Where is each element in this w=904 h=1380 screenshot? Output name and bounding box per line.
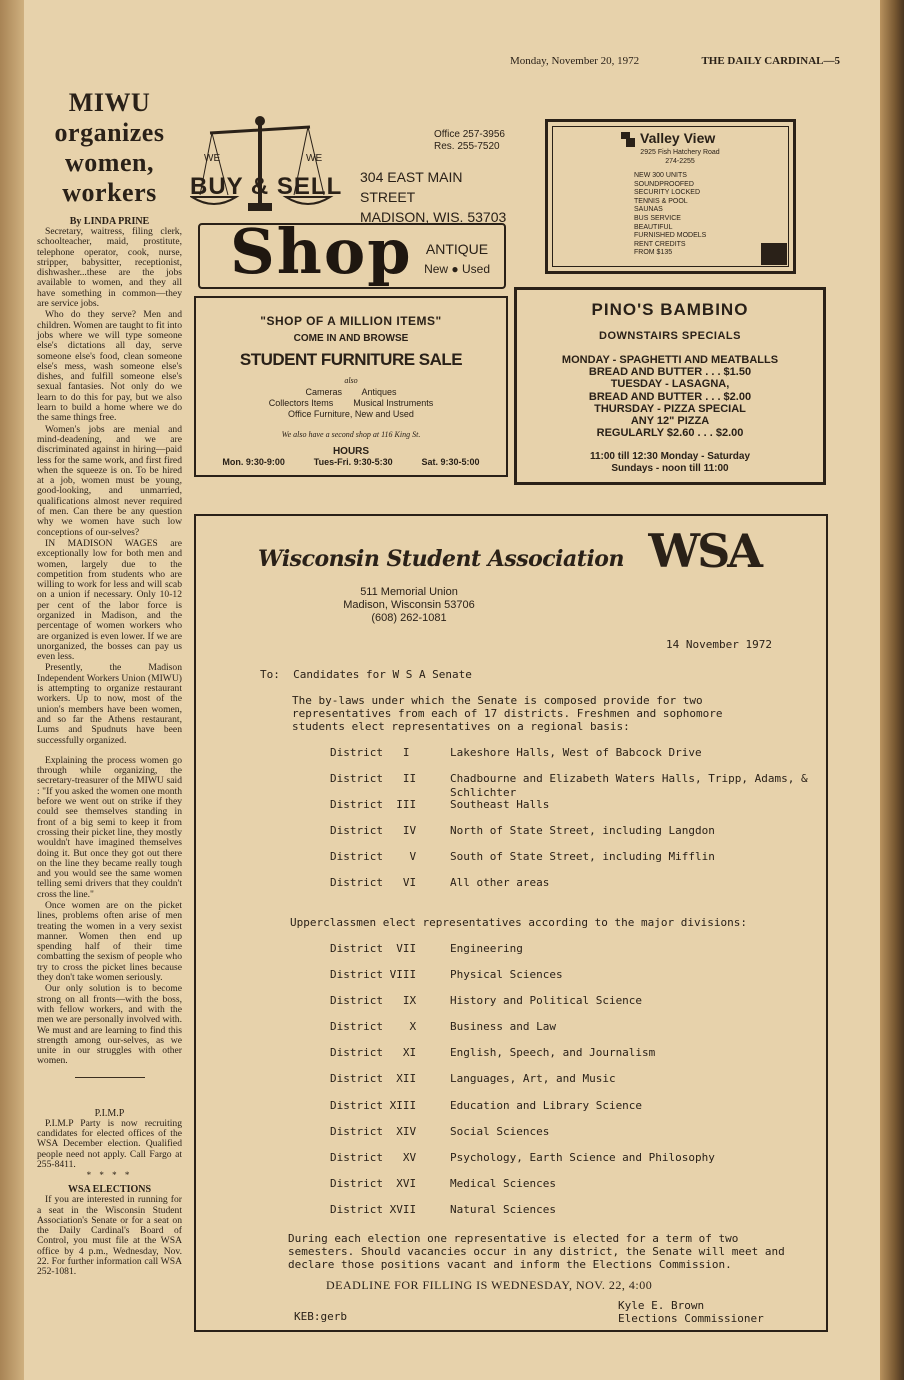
city: MADISON, WIS. 53703: [360, 209, 507, 225]
district-row: [330, 1072, 810, 1085]
district-row: [330, 942, 810, 955]
district-row: [330, 1203, 810, 1216]
come-in-text: COME IN AND BROWSE: [293, 333, 409, 344]
feature-item: SOUNDPROOFED: [634, 180, 694, 188]
district-label: District XVI: [330, 1177, 417, 1190]
elections-brief: [37, 1195, 182, 1277]
district-row: [330, 1020, 810, 1033]
signer-name: Kyle E. Brown: [618, 1299, 705, 1312]
feature-item: RENT CREDITS: [634, 240, 686, 248]
district-row: [330, 1177, 810, 1190]
pino-menu: [517, 354, 823, 439]
district-area: North of State Street, including Langdon: [450, 824, 715, 837]
district-label: District VII: [330, 942, 417, 955]
feature-item: FURNISHED MODELS: [634, 232, 707, 240]
hours-item: Mon. 9:30-9:00: [222, 457, 285, 467]
district-label: District XII: [330, 1072, 417, 1085]
article-body: [37, 227, 182, 1067]
brief-text: If you are interested in running for a seat in the Wisconsin Student Association's Senate or for a seat on the Daily Cardinal's Board of Control, you must file at the WSA office by 4 p.m., Wednesday, Nov. 22. For further information call WSA 252-1081.: [37, 1194, 182, 1278]
shop-ad-header: [190, 115, 510, 295]
items-line: Collectors Items Musical Instruments: [268, 398, 434, 408]
district-row: [330, 824, 810, 837]
hours-line: 11:00 till 12:30 Monday - Saturday: [589, 451, 751, 463]
district-row: [330, 850, 810, 863]
district-row: [330, 1125, 810, 1138]
menu-line: MONDAY - SPAGHETTI AND MEATBALLS: [561, 354, 779, 366]
valley-name: Valley View: [640, 130, 716, 146]
sale-heading: STUDENT FURNITURE SALE: [239, 350, 463, 369]
building-icon: [620, 130, 636, 148]
district-area: Languages, Art, and Music: [450, 1072, 616, 1085]
items-line: Cameras Antiques: [305, 387, 397, 397]
letter-signature: [618, 1299, 764, 1325]
article-paragraph: IN MADISON WAGES are exceptionally low for both men and women, largely due to the competition from students who are willing to work for less and will scab on a union if necessary. Only 10-12 per cent of the labor force is organized in Madison, and the percentage of women workers who are organized is even lower. If we are unorganized, the bosses can pay us even less.: [37, 537, 182, 663]
shop-slogan: "SHOP OF A MILLION ITEMS": [260, 314, 442, 328]
letter-initials: KEB:gerb: [294, 1310, 347, 1323]
district-row: [330, 772, 810, 800]
pinos-bambino-ad: [514, 287, 826, 485]
article-paragraph: Presently, the Madison Independent Workers Union (MIWU) is attempting to organize restaurant workers. Up to now, most of the union's members have been women, and so far the Athens restaurant, Lums and Spudnuts have been successfully organized.: [37, 662, 182, 746]
headline-line: organizes: [54, 118, 165, 147]
new-used-text: New ● Used: [424, 262, 490, 276]
menu-line: BREAD AND BUTTER . . . $2.00: [588, 390, 752, 403]
district-area: Engineering: [450, 942, 523, 955]
also-text: also: [344, 376, 358, 385]
issue-date: Monday, November 20, 1972: [510, 55, 640, 67]
district-label: District III: [330, 798, 417, 811]
district-row: [330, 1151, 810, 1164]
feature-item: SECURITY LOCKED: [634, 189, 700, 197]
res-phone: Res. 255-7520: [434, 141, 500, 152]
we-label: WE: [204, 153, 221, 164]
valley-view-ad: [545, 119, 796, 274]
miwu-article: [37, 88, 182, 1278]
hours-item: Sat. 9:30-5:00: [421, 457, 480, 467]
menu-line: REGULARLY $2.60 . . . $2.00: [596, 427, 744, 440]
masthead: [510, 55, 840, 67]
separator-stars: * * * *: [86, 1170, 133, 1181]
district-area: South of State Street, including Mifflin: [450, 850, 715, 863]
filing-deadline: DEADLINE FOR FILLING IS WEDNESDAY, NOV. 22, 4:00: [326, 1278, 653, 1292]
district-label: District XV: [330, 1151, 417, 1164]
valley-logo-mark: [761, 243, 787, 265]
feature-item: BUS SERVICE: [634, 214, 681, 222]
menu-line: ANY 12" PIZZA: [630, 415, 710, 428]
letter-recipient: To: Candidates for W S A Senate: [260, 668, 472, 681]
district-area: Medical Sciences: [450, 1177, 556, 1190]
elections-title: WSA ELECTIONS: [67, 1184, 152, 1196]
district-row: [330, 994, 810, 1007]
valley-address: [640, 148, 720, 166]
shop-logo-text: Shop: [230, 215, 413, 288]
pino-subtitle: DOWNSTAIRS SPECIALS: [599, 330, 741, 342]
district-area: All other areas: [450, 876, 550, 889]
district-label: District I: [330, 746, 410, 759]
wsa-org-name: Wisconsin Student Association: [258, 546, 624, 572]
article-paragraph: Women's jobs are menial and mind-deadening, and we are discriminated against in hiring—paid less for the same work, and first fired when the squeeze is on. To be hired at a job, women must be young, good-looking, and unmarried, qualifications almost never required of men. Can there be any question why we women have such low conceptions of our-selves?: [37, 423, 182, 538]
district-area: Business and Law: [450, 1020, 556, 1033]
headline-line: women,: [65, 148, 154, 177]
valley-phone: 274-2255: [665, 158, 695, 165]
district-label: District V: [330, 850, 417, 863]
feature-item: SAUNAS: [634, 206, 663, 214]
brief-text: P.I.M.P Party is now recruiting candidates for elected offices of the WSA December election. Qualified people need not apply. Call Fargo at 255-8411.: [37, 1117, 182, 1170]
feature-item: NEW 300 UNITS: [634, 172, 687, 179]
letter-date: 14 November 1972: [666, 638, 772, 651]
district-label: District IX: [330, 994, 417, 1007]
district-area: Psychology, Earth Science and Philosophy: [450, 1151, 715, 1164]
district-label: District XIV: [330, 1125, 417, 1138]
pino-hours: [517, 451, 823, 475]
menu-line: TUESDAY - LASAGNA,: [610, 378, 730, 391]
byline: By LINDA PRINE: [69, 216, 150, 227]
hours-heading: HOURS: [332, 446, 370, 457]
items-line: Office Furniture, New and Used: [288, 409, 414, 419]
pimp-brief: [37, 1119, 182, 1170]
hours-item: Tues-Fri. 9:30-5:30: [313, 457, 393, 467]
addr-line: 511 Memorial Union: [360, 586, 458, 598]
district-label: District VIII: [330, 968, 417, 981]
article-paragraph: Secretary, waitress, filing clerk, schoolteacher, maid, prostitute, telephone operator, cook, nurse, stripper, babysitter, receptionist, dishwasher...these are the jobs available to women, and they all have something in common—they are service jobs.: [37, 226, 182, 310]
headline-line: workers: [62, 178, 157, 207]
district-area: Physical Sciences: [450, 968, 563, 981]
article-headline: [37, 88, 182, 208]
district-label: District XVII: [330, 1203, 417, 1216]
feature-item: TENNIS & POOL: [634, 197, 688, 205]
headline-line: MIWU: [68, 88, 151, 117]
feature-item: FROM $135: [634, 249, 673, 257]
district-label: District II: [330, 772, 417, 785]
wsa-address: [334, 586, 484, 625]
feature-item: BEAUTIFUL: [634, 223, 673, 231]
district-area: History and Political Science: [450, 994, 643, 1007]
district-label: District IV: [330, 824, 417, 837]
paper-name: THE DAILY CARDINAL—5: [701, 55, 840, 67]
district-area: Chadbourne and Elizabeth Waters Halls, Tripp, Adams, & Schlichter: [450, 772, 808, 799]
article-paragraph: Once women are on the picket lines, problems often arise of men treating the women in a very sexist manner. Women then end up spending half of their time combatting the sexism of people who try to cross the picket lines because they don't take women seriously.: [37, 900, 182, 984]
district-label: District VI: [330, 876, 417, 889]
valley-street: 2925 Fish Hatchery Road: [640, 149, 720, 156]
article-paragraph: Explaining the process women go through while organizing, the secretary-treasurer of the MIWU said : "If you asked the women one month before we went out on strike if they could see themselves standing in front of a big semi to keep it from crossing their picket line, they mostly wouldn't have imagined themselves doing it. But once they got out there on the line they became really tough and you would see the same women telling semi drivers that they couldn't cross the line.": [37, 754, 182, 900]
district-row: [330, 746, 810, 759]
shop-items: [196, 387, 506, 420]
addr-line: (608) 262-1081: [371, 612, 447, 624]
second-shop-note: We also have a second shop at 116 King St.: [281, 430, 421, 439]
district-row: [330, 1099, 810, 1112]
district-row: [330, 798, 810, 811]
district-area: English, Speech, and Journalism: [450, 1046, 656, 1059]
district-label: District XIII: [330, 1099, 417, 1112]
district-row: [330, 876, 810, 889]
letter-closing: During each election one representative is elected for a term of two semesters. Should vacancies occur in any district, the Senate will meet and declare those positions vacant and inform the Elections Commission.: [288, 1232, 785, 1271]
wsa-logo: WSA: [648, 524, 760, 578]
office-phone: Office 257-3956: [434, 129, 505, 140]
wsa-letter: [194, 514, 828, 1332]
antique-label: [424, 239, 490, 279]
street: 304 EAST MAIN STREET: [360, 169, 463, 205]
signer-title: Elections Commissioner: [618, 1312, 764, 1325]
district-area: Natural Sciences: [450, 1203, 556, 1216]
shop-phones: [434, 129, 505, 153]
district-label: District XI: [330, 1046, 417, 1059]
article-paragraph: Our only solution is to become strong on all fronts—with the boss, with fellow workers, and with the men we are personally involved with. We must and are learning to find this strength among our-selves, as we unite in our struggles with other women.: [37, 983, 182, 1067]
district-area: Social Sciences: [450, 1125, 550, 1138]
upperclass-intro: Upperclassmen elect representatives according to the major divisions:: [290, 916, 747, 929]
divider: [75, 1077, 145, 1078]
pino-title: PINO'S BAMBINO: [591, 300, 749, 319]
valley-features: [634, 172, 706, 258]
district-area: Southeast Halls: [450, 798, 550, 811]
menu-line: BREAD AND BUTTER . . . $1.50: [588, 366, 752, 379]
we-label: WE: [306, 153, 323, 164]
addr-line: Madison, Wisconsin 53706: [343, 599, 475, 611]
antique-text: ANTIQUE: [425, 241, 489, 257]
hours-line: Sundays - noon till 11:00: [611, 463, 729, 475]
hours-list: [196, 457, 506, 467]
menu-line: THURSDAY - PIZZA SPECIAL: [594, 402, 746, 415]
buy-sell-text: BUY & SELL: [190, 173, 343, 200]
pimp-title: P.I.M.P: [94, 1107, 125, 1119]
district-label: District X: [330, 1020, 417, 1033]
binding-right: [880, 0, 904, 1380]
binding-left: [0, 0, 24, 1380]
shop-ad-box: [194, 296, 508, 477]
district-row: [330, 968, 810, 981]
district-row: [330, 1046, 810, 1059]
letter-intro: The by-laws under which the Senate is composed provide for two representatives from each of 17 districts. Freshmen and sophomore students elect representatives on a regional basis:: [292, 694, 723, 733]
article-paragraph: Who do they serve? Men and children. Women are taught to fit into jobs where we will type someone else's dictations all day, serve someone else's food, clean someone else's mess, wash someone else's dishes, and fulfill someone else's sexual fantasies. Not only do we learn to do this for pay, but we also learn to build a home where we do the same things free.: [37, 309, 182, 424]
district-area: Education and Library Science: [450, 1099, 643, 1112]
district-area: Lakeshore Halls, West of Babcock Drive: [450, 746, 702, 759]
